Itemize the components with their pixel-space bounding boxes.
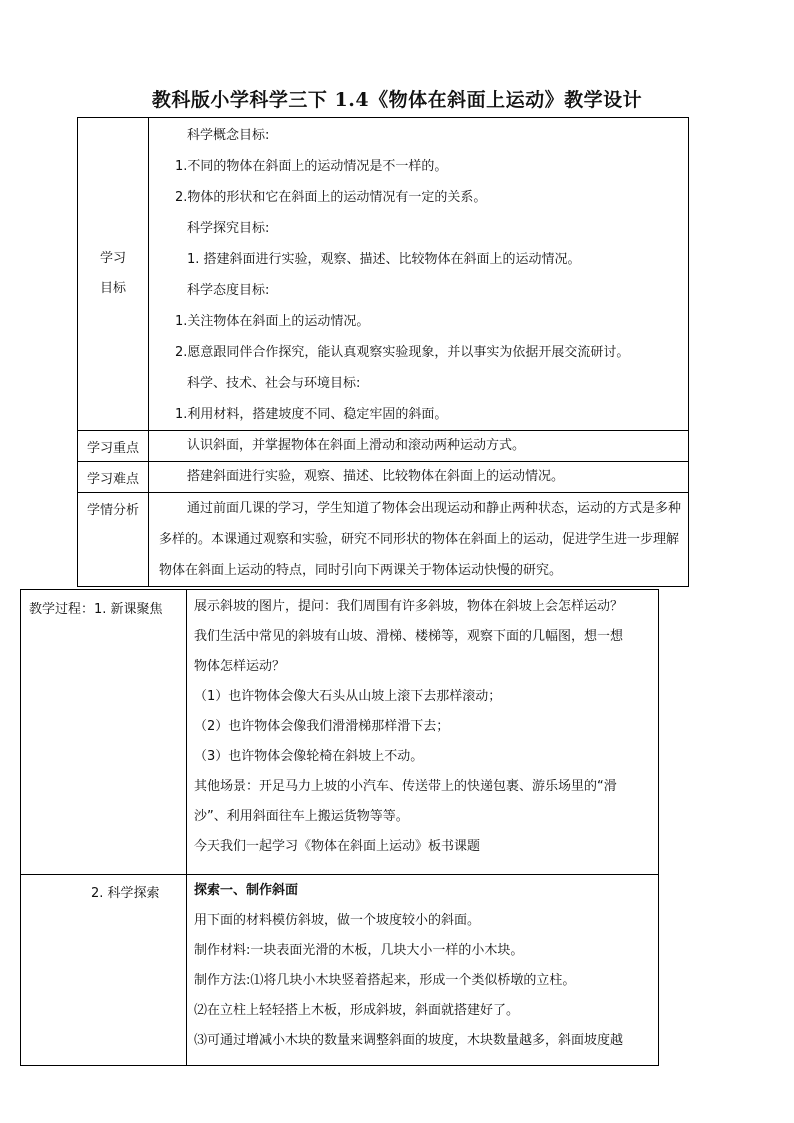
difficulty-content <box>149 462 689 493</box>
goals-content <box>149 118 689 431</box>
analysis-content <box>149 493 689 587</box>
intro-line: （3）也许物体会像轮椅在斜坡上不动。 <box>194 749 424 764</box>
intro-row <box>21 590 659 875</box>
teaching-process-table <box>20 589 659 1066</box>
goal-heading-concept: 科学概念目标: <box>187 128 270 143</box>
explore-content <box>187 875 659 1066</box>
analysis-line: 多样的。本课通过观察和实验，研究不同形状的物体在斜面上的运动，促进学生进一步理解 <box>159 532 680 547</box>
explore-line: ⑵在立柱上轻轻搭上木板，形成斜坡，斜面就搭建好了。 <box>194 1003 520 1018</box>
process-label: 教学过程：1. 新课聚焦 <box>29 602 163 617</box>
explore-line: ⑶可通过增减小木块的数量来调整斜面的坡度，木块数量越多，斜面坡度越 <box>194 1033 624 1048</box>
goals-label <box>78 118 149 431</box>
analysis-line: 通过前面几课的学习，学生知道了物体会出现运动和静止两种状态，运动的方式是多种 <box>187 501 682 516</box>
key-text: 认识斜面，并掌握物体在斜面上滑动和滚动两种运动方式。 <box>187 438 526 453</box>
explore-row <box>21 875 659 1066</box>
goal-item: 1. 搭建斜面进行实验，观察、描述、比较物体在斜面上的运动情况。 <box>187 252 581 267</box>
intro-line: 今天我们一起学习《物体在斜面上运动》板书课题 <box>194 839 481 854</box>
goals-row <box>78 118 689 431</box>
intro-content <box>187 590 659 875</box>
goal-item: 2.物体的形状和它在斜面上的运动情况有一定的关系。 <box>175 190 487 205</box>
intro-line: 其他场景：开足马力上坡的小汽车、传送带上的快递包裹、游乐场里的“滑 <box>194 779 617 794</box>
intro-line: 我们生活中常见的斜坡有山坡、滑梯、楼梯等，观察下面的几幅图，想一想 <box>194 629 624 644</box>
process-label-cell <box>21 590 187 875</box>
analysis-row <box>78 493 689 587</box>
intro-line: 沙”、利用斜面往车上搬运货物等等。 <box>194 809 409 824</box>
intro-line: （2）也许物体会像我们滑滑梯那样滑下去； <box>194 719 450 734</box>
explore-label-cell <box>21 875 187 1066</box>
goal-item: 1.利用材料，搭建坡度不同、稳定牢固的斜面。 <box>175 407 448 422</box>
intro-line: 物体怎样运动？ <box>194 659 286 674</box>
lesson-info-table <box>77 117 689 587</box>
goals-label-line-2: 目标 <box>99 281 126 296</box>
explore-line: 制作方法:⑴将几块小木块竖着搭起来，形成一个类似桥墩的立柱。 <box>194 973 576 988</box>
key-row <box>78 431 689 462</box>
explore-heading <box>194 876 658 906</box>
document-title: 教科版小学科学三下 1.4《物体在斜面上运动》教学设计 <box>151 89 643 111</box>
analysis-label: 学情分析 <box>78 493 149 587</box>
explore-heading-text: 探索一、制作斜面 <box>194 883 299 898</box>
goals-label-line-1: 学习 <box>99 251 126 266</box>
goal-heading-inquiry: 科学探究目标: <box>187 221 270 236</box>
explore-line: 用下面的材料模仿斜坡，做一个坡度较小的斜面。 <box>194 913 481 928</box>
analysis-line: 物体在斜面上运动的特点，同时引向下两课关于物体运动快慢的研究。 <box>159 563 563 578</box>
key-content <box>149 431 689 462</box>
goal-heading-stse: 科学、技术、社会与环境目标: <box>187 376 361 391</box>
explore-label: 2. 科学探索 <box>91 886 160 901</box>
difficulty-row <box>78 462 689 493</box>
goal-heading-attitude: 科学态度目标: <box>187 283 270 298</box>
goal-item: 2.愿意跟同伴合作探究，能认真观察实验现象，并以事实为依据开展交流研讨。 <box>175 345 630 360</box>
key-label: 学习重点 <box>78 431 149 462</box>
difficulty-text: 搭建斜面进行实验，观察、描述、比较物体在斜面上的运动情况。 <box>187 469 565 484</box>
goal-item: 1.关注物体在斜面上的运动情况。 <box>175 314 370 329</box>
difficulty-label: 学习难点 <box>78 462 149 493</box>
intro-line: （1）也许物体会像大石头从山坡上滚下去那样滚动； <box>194 689 502 704</box>
explore-line: 制作材料:一块表面光滑的木板，几块大小一样的小木块。 <box>194 943 524 958</box>
goal-item: 1.不同的物体在斜面上的运动情况是不一样的。 <box>175 159 448 174</box>
intro-line: 展示斜坡的图片，提问：我们周围有许多斜坡，物体在斜坡上会怎样运动？ <box>194 599 624 614</box>
